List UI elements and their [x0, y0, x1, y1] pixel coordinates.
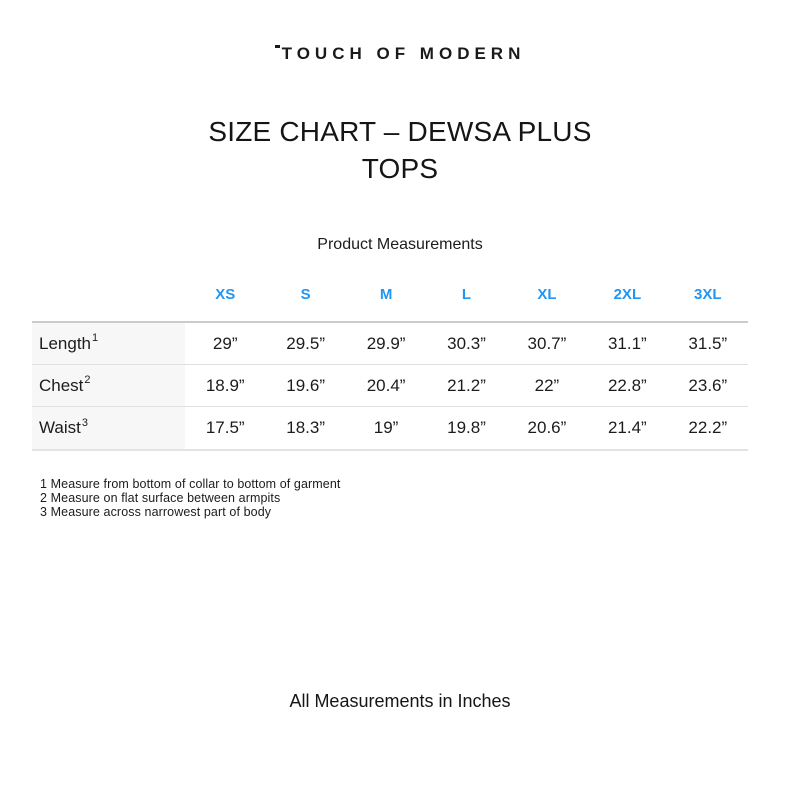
- footnote-1: 1 Measure from bottom of collar to bottom of garment: [40, 477, 341, 491]
- measurement-value: 20.4”: [366, 375, 406, 395]
- measurement-value: 21.4”: [607, 418, 647, 437]
- measurement-value: 18.3”: [286, 418, 325, 437]
- size-col-header-m: M: [379, 285, 393, 303]
- brand-logo: [0, 0, 800, 64]
- measurement-value: 30.7”: [527, 333, 567, 353]
- measurement-value: 29.5”: [286, 333, 325, 353]
- measurement-value: 22”: [534, 375, 560, 395]
- page-title: [0, 113, 800, 187]
- footnote-2: 2 Measure on flat surface between armpits: [40, 491, 281, 505]
- row-label-waist: [32, 407, 185, 449]
- measurement-value: 19”: [373, 418, 399, 437]
- measurement-value: 22.2”: [688, 418, 728, 437]
- measurement-value: 21.2”: [447, 375, 486, 395]
- row-label-length: [32, 323, 185, 364]
- size-col-header-s: S: [300, 285, 311, 303]
- measurement-value: 29.9”: [366, 333, 406, 353]
- logo-tick-mark: [275, 45, 280, 48]
- measurements-table: [32, 284, 748, 451]
- measurement-value: 31.5”: [688, 333, 728, 353]
- measurement-value: 18.9”: [205, 375, 245, 395]
- row-label-text: Waist: [39, 418, 81, 437]
- table-body: [32, 321, 748, 451]
- measurement-value: 19.8”: [447, 418, 486, 437]
- measurement-value: 29”: [212, 333, 238, 353]
- table-caption: Product Measurements: [317, 236, 483, 253]
- row-label-superscript: 2: [84, 374, 91, 386]
- page-title-line1: SIZE CHART – DEWSA PLUS: [208, 116, 592, 147]
- size-col-header-3xl: 3XL: [694, 285, 722, 303]
- size-header-row: [32, 284, 748, 304]
- row-label-superscript: 3: [81, 416, 88, 429]
- footnotes: [40, 477, 800, 519]
- measurement-value: 20.6”: [527, 418, 567, 437]
- row-label-text: Chest: [39, 375, 84, 395]
- page-title-line2: TOPS: [361, 153, 439, 184]
- measurement-value: 23.6”: [688, 375, 728, 395]
- size-col-header-xl: XL: [537, 285, 557, 303]
- table-row-waist: [32, 407, 748, 449]
- size-col-header-xs: XS: [215, 285, 236, 303]
- size-col-header-2xl: 2XL: [613, 285, 642, 303]
- measurement-value: 30.3”: [447, 333, 486, 353]
- table-row-length: [32, 323, 748, 365]
- measurement-value: 22.8”: [607, 375, 647, 395]
- brand-logo-text: TOUCH OF MODERN: [281, 44, 526, 63]
- row-label-text: Length: [39, 333, 91, 353]
- units-note: All Measurements in Inches: [289, 691, 511, 711]
- measurement-value: 17.5”: [205, 418, 245, 437]
- measurement-value: 19.6”: [286, 375, 325, 395]
- row-label-superscript: 1: [92, 332, 99, 344]
- size-col-header-l: L: [461, 285, 472, 303]
- measurement-value: 31.1”: [607, 333, 647, 353]
- row-label-chest: [32, 365, 185, 406]
- footnote-3: 3 Measure across narrowest part of body: [40, 505, 272, 519]
- table-row-chest: [32, 365, 748, 407]
